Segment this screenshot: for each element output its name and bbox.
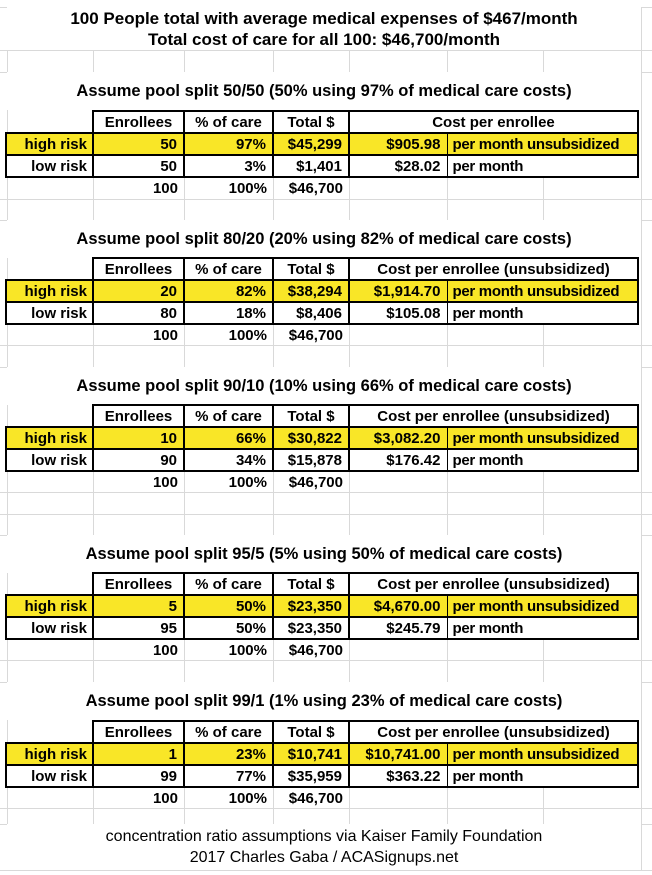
cell-cost: $1,914.70 [349,280,447,302]
corner-cell [6,573,93,595]
cell-care: 66% [184,427,273,449]
cell-total: $23,350 [273,595,349,617]
cell-note: per month [447,617,638,639]
gridline-vertical [641,7,642,870]
row-label: low risk [6,155,93,177]
cell-enrollees: 50 [93,155,184,177]
cell-total-care: 100% [228,474,267,491]
row-label: low risk [6,302,93,324]
cell-cost: $176.42 [349,449,447,471]
cell-note: per month unsubsidized [447,280,638,302]
empty-cell [447,177,638,199]
cell-total-enrollees: 100 [152,180,178,197]
col-header-care: % of care [184,258,273,280]
cell-enrollees: 20 [93,280,184,302]
cell-total: $10,741 [273,743,349,765]
cell-note: per month [447,302,638,324]
cell-cost: $245.79 [349,617,447,639]
cell-total: $15,878 [273,449,349,471]
total-row [6,639,638,661]
cell-cost: $105.08 [349,302,447,324]
row-label: high risk [6,427,93,449]
low-risk-row [6,155,638,177]
col-header-cost: Cost per enrollee [349,111,638,133]
table-header-row [6,405,638,427]
cell-total: $38,294 [273,280,349,302]
cell-total-care: 100% [228,790,267,807]
cell-total: $23,350 [273,617,349,639]
pool-table-99-1 [5,720,639,809]
section-title-99-1: Assume pool split 99/1 (1% using 23% of medical care costs) [7,682,641,720]
cell-enrollees: 50 [93,133,184,155]
col-header-total: Total $ [273,258,349,280]
high-risk-row [6,280,638,302]
cell-total: $30,822 [273,427,349,449]
table-header-row [6,111,638,133]
row-label: high risk [6,743,93,765]
col-header-cost: Cost per enrollee (unsubsidized) [349,405,638,427]
cell-total-dollars: $46,700 [288,790,343,807]
corner-cell [6,405,93,427]
cell-cost: $10,741.00 [349,743,447,765]
sheet-title [7,7,641,50]
empty-cell [447,324,638,346]
cell-note: per month unsubsidized [447,427,638,449]
high-risk-row [6,427,638,449]
empty-cell [447,787,638,809]
footer-credit-line: 2017 Charles Gaba / ACASignups.net [189,849,459,866]
table-header-row [6,258,638,280]
col-header-enrollees: Enrollees [93,405,184,427]
col-header-enrollees: Enrollees [93,721,184,743]
cell-note: per month [447,449,638,471]
sheet-footer [7,824,641,870]
section-title-80-20: Assume pool split 80/20 (20% using 82% of medical care costs) [7,220,641,258]
cell-total-care: 100% [228,327,267,344]
col-header-care: % of care [184,405,273,427]
title-line-1: 100 People total with average medical expenses of $467/month [70,8,578,28]
cell-note: per month [447,155,638,177]
cell-care: 50% [184,595,273,617]
cell-enrollees: 5 [93,595,184,617]
cell-care: 50% [184,617,273,639]
pool-table-95-5 [5,572,639,661]
cell-enrollees: 99 [93,765,184,787]
low-risk-row [6,302,638,324]
pool-table-90-10 [5,404,639,493]
total-row [6,177,638,199]
high-risk-row [6,133,638,155]
section-title-90-10: Assume pool split 90/10 (10% using 66% of medical care costs) [7,367,641,405]
high-risk-row [6,743,638,765]
low-risk-row [6,617,638,639]
cell-cost: $905.98 [349,133,447,155]
cell-cost: $4,670.00 [349,595,447,617]
empty-cell [6,787,93,809]
empty-cell [349,177,447,199]
gridline-horizontal [0,514,652,515]
col-header-care: % of care [184,573,273,595]
col-header-cost: Cost per enrollee (unsubsidized) [349,573,638,595]
cell-cost: $363.22 [349,765,447,787]
cell-total: $45,299 [273,133,349,155]
cell-enrollees: 90 [93,449,184,471]
pool-table-80-20 [5,257,639,346]
table-header-row [6,573,638,595]
cell-total-dollars: $46,700 [288,474,343,491]
row-label: low risk [6,617,93,639]
gridline-horizontal [0,50,652,51]
low-risk-row [6,765,638,787]
col-header-cost: Cost per enrollee (unsubsidized) [349,258,638,280]
empty-cell [6,324,93,346]
cell-note: per month unsubsidized [447,743,638,765]
title-line-2: Total cost of care for all 100: $46,700/month [147,29,501,49]
empty-cell [349,471,447,493]
col-header-enrollees: Enrollees [93,573,184,595]
row-label: high risk [6,133,93,155]
col-header-total: Total $ [273,405,349,427]
footer-source-line: concentration ratio assumptions via Kaiser Family Foundation [105,828,543,845]
table-header-row [6,721,638,743]
cell-cost: $3,082.20 [349,427,447,449]
section-title-50-50: Assume pool split 50/50 (50% using 97% of medical care costs) [7,72,641,110]
total-row [6,324,638,346]
cell-care: 18% [184,302,273,324]
empty-cell [6,471,93,493]
cell-care: 34% [184,449,273,471]
cell-total: $35,959 [273,765,349,787]
cell-care: 82% [184,280,273,302]
cell-note: per month [447,765,638,787]
cell-care: 23% [184,743,273,765]
cell-care: 77% [184,765,273,787]
cell-total: $1,401 [273,155,349,177]
empty-cell [6,177,93,199]
section-title-95-5: Assume pool split 95/5 (5% using 50% of medical care costs) [7,535,641,573]
cell-note: per month unsubsidized [447,133,638,155]
cell-enrollees: 1 [93,743,184,765]
cell-enrollees: 95 [93,617,184,639]
empty-cell [447,639,638,661]
col-header-total: Total $ [273,721,349,743]
total-row [6,787,638,809]
corner-cell [6,258,93,280]
cell-cost: $28.02 [349,155,447,177]
col-header-total: Total $ [273,573,349,595]
corner-cell [6,111,93,133]
col-header-care: % of care [184,111,273,133]
low-risk-row [6,449,638,471]
cell-total-care: 100% [228,180,267,197]
cell-total-enrollees: 100 [152,642,178,659]
row-label: low risk [6,765,93,787]
col-header-enrollees: Enrollees [93,258,184,280]
empty-cell [447,471,638,493]
cell-total-dollars: $46,700 [288,642,343,659]
row-label: low risk [6,449,93,471]
cell-total-enrollees: 100 [152,790,178,807]
total-row [6,471,638,493]
col-header-enrollees: Enrollees [93,111,184,133]
empty-cell [349,787,447,809]
cell-total-enrollees: 100 [152,474,178,491]
cell-care: 3% [184,155,273,177]
row-label: high risk [6,280,93,302]
cell-enrollees: 80 [93,302,184,324]
corner-cell [6,721,93,743]
cell-total-dollars: $46,700 [288,180,343,197]
col-header-cost: Cost per enrollee (unsubsidized) [349,721,638,743]
cell-care: 97% [184,133,273,155]
col-header-care: % of care [184,721,273,743]
cell-total-dollars: $46,700 [288,327,343,344]
cell-total: $8,406 [273,302,349,324]
row-label: high risk [6,595,93,617]
empty-cell [349,324,447,346]
pool-table-50-50 [5,110,639,199]
empty-cell [6,639,93,661]
empty-cell [349,639,447,661]
high-risk-row [6,595,638,617]
cell-total-care: 100% [228,642,267,659]
cell-total-enrollees: 100 [152,327,178,344]
gridline-horizontal [0,870,652,871]
cell-note: per month unsubsidized [447,595,638,617]
col-header-total: Total $ [273,111,349,133]
cell-enrollees: 10 [93,427,184,449]
